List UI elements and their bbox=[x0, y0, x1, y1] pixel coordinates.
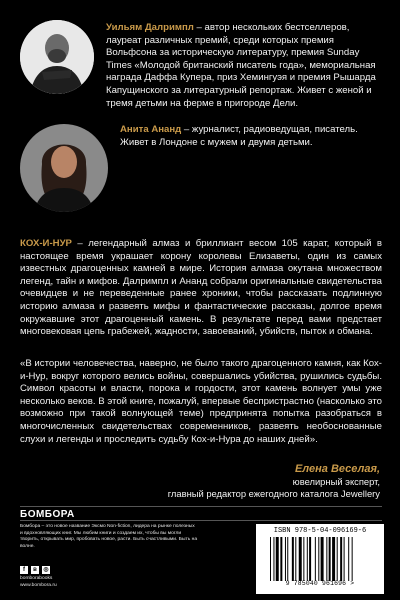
barcode bbox=[270, 537, 374, 581]
author-photo-dalrymple bbox=[20, 20, 94, 94]
author2-bio bbox=[120, 124, 386, 149]
author2-name: Анита Ананд bbox=[120, 124, 182, 135]
author1-name: Уильям Далримпл bbox=[106, 22, 194, 33]
barcode-bar bbox=[332, 537, 335, 581]
publisher-blurb: Бомбора – это новое название Эксмо Non-fiction, лидера на рынке полезных и вдохновляющих книг. Мы любим книги и создаем их, чтобы вы могли творить, открывать мир, пробовать новое, расти. Быть счастливыми. Быть на волне. bbox=[20, 524, 198, 549]
barcode-bar bbox=[287, 537, 288, 581]
review-quote: «В истории человечества, наверно, не было такого драгоценного камня, как Кох-и-Нур, вокруг которого велись войны, совершались убийства, рушились судьбы. Символ красоты и власти, порока и гордости, этот камень волнует умы уже несколько веков. В этой книге, пожалуй, впервые беспристрастно (насколько это возможно при такой волнующей теме) предпринята попытка разобраться в многочисленных свидетельствах современников, развеять необоснованные слухи и легенды и проследить судьбу Кох-и-Нура до наших дней». bbox=[20, 358, 382, 445]
barcode-bar bbox=[273, 537, 274, 581]
barcode-bar bbox=[276, 537, 279, 581]
barcode-bar bbox=[344, 537, 345, 581]
publisher-logo: БОМБОРА bbox=[20, 509, 75, 520]
barcode-digits: 9 785040 961696 > bbox=[285, 580, 355, 587]
barcode-bar bbox=[309, 537, 311, 581]
instagram-icon: ◎ bbox=[43, 567, 49, 573]
author2-bio-text: – журналист, радиоведущая, писатель. Живет в Лондоне с мужем и двумя детьми. bbox=[120, 124, 358, 148]
author1-bio-text: – автор нескольких бестселлеров, лауреат различных премий, среди которых премия Вольфсона за историческую литературу, премия Sunday Times «Молодой британский писатель года», мемориальная награда Даффа Купера, приз Хемингуэя и премия Рышарда Капущинского за литературный репортаж. Живет с женой и тремя детьми на ферме в пригороде Дели. bbox=[106, 22, 376, 109]
book-description bbox=[20, 238, 382, 339]
author-photo-anand bbox=[20, 124, 108, 212]
isbn-barcode-block bbox=[256, 524, 384, 594]
publisher-website: www.bombora.ru bbox=[20, 582, 57, 588]
barcode-bar bbox=[295, 537, 296, 581]
vk-icon: в bbox=[31, 566, 39, 574]
facebook-icon: f bbox=[20, 566, 28, 574]
barcode-bar bbox=[352, 537, 353, 581]
quote-signature bbox=[80, 462, 380, 499]
barcode-bar bbox=[318, 537, 319, 581]
barcode-bar bbox=[326, 537, 327, 581]
signature-name: Елена Веселая, bbox=[294, 463, 380, 475]
barcode-bar bbox=[303, 537, 304, 581]
barcode-bar bbox=[307, 537, 308, 581]
signature-role-1: ювелирный эксперт, bbox=[292, 476, 380, 487]
isbn-label: ISBN 978-5-04-096169-6 bbox=[273, 527, 367, 535]
barcode-bar bbox=[337, 537, 338, 581]
barcode-bar bbox=[321, 537, 324, 581]
publisher-contacts bbox=[20, 576, 200, 589]
barcode-bar bbox=[340, 537, 342, 581]
signature-role-2: главный редактор ежегодного каталога Jewellery bbox=[167, 487, 380, 499]
social-icons bbox=[20, 566, 50, 574]
author1-bio bbox=[106, 22, 386, 110]
barcode-bar bbox=[315, 537, 316, 581]
barcode-bar bbox=[329, 537, 331, 581]
divider-bottom bbox=[20, 520, 382, 521]
barcode-bar bbox=[292, 537, 294, 581]
barcode-bar bbox=[348, 537, 349, 581]
divider-top bbox=[20, 506, 382, 507]
barcode-bar bbox=[299, 537, 302, 581]
barcode-bar bbox=[280, 537, 282, 581]
description-lead: КОХ-И-НУР bbox=[20, 238, 72, 249]
barcode-bar bbox=[285, 537, 286, 581]
barcode-bar bbox=[270, 537, 271, 581]
description-text: – легендарный алмаз и бриллиант весом 105 карат, который в настоящее время украшает корону королевы Елизаветы, один из самых известных драгоценных камней в мире. История алмаза окутана множеством легенд, тайн и мифов. Далримпл и Ананд собрали оригинальные свидетельства очевидцев и не переведенные ранее хроники, чтобы рассказать подлинную историю алмаза и развеять мифы и фантастические рассказы, долгое время окружавшие этот драгоценный камень. В результате перед вами предстает многовековая цепь грабежей, жадности, завоеваний, убийств, пыток и обмана. bbox=[20, 238, 382, 338]
social-handle: bomborabooks bbox=[20, 576, 53, 581]
